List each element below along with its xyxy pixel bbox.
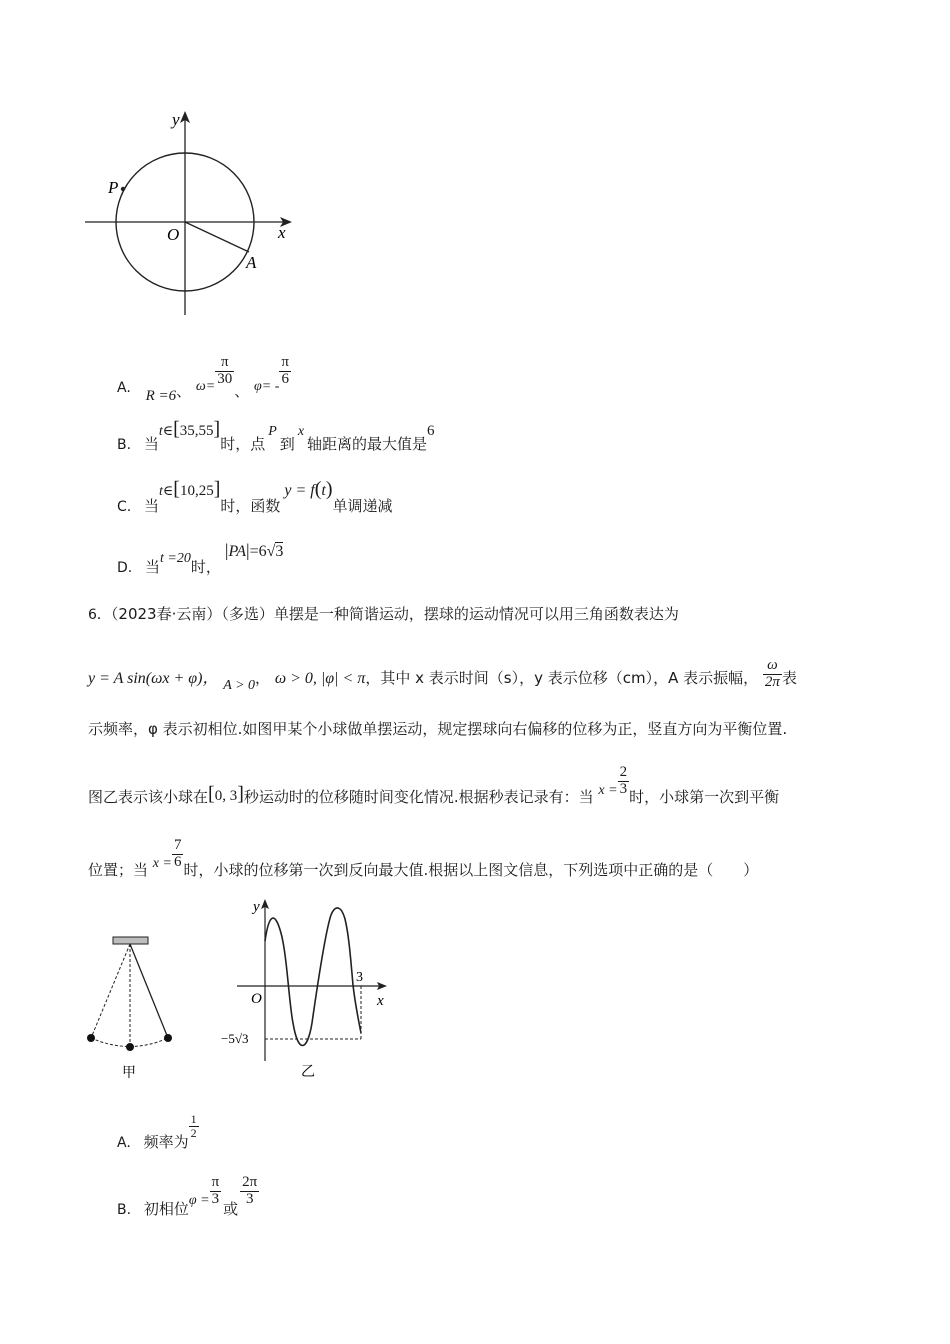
label-three: 3 [356, 970, 363, 985]
phi-label: φ = [188, 1192, 210, 1208]
option-letter: C. [117, 499, 132, 515]
pendulum-support [113, 937, 148, 944]
segment-oa [185, 222, 249, 252]
segment-pa: PA [228, 543, 246, 560]
q6-header [88, 603, 679, 624]
sqrt-sign: √ [266, 543, 276, 560]
x1-fraction: $\frac{2}{3}$ [619, 764, 628, 797]
phase-fraction-1: $\frac{\pi}{3}$ [211, 1174, 220, 1207]
option-text: 当 [144, 497, 160, 515]
label-x: x [377, 993, 384, 1009]
condition: t =20 [160, 551, 191, 566]
pendulum-string-left [91, 944, 130, 1038]
option-letter: A. [117, 1134, 131, 1151]
max-value: 6 [427, 423, 435, 439]
interval-bracket: ] [213, 418, 221, 440]
q5-option-c [117, 478, 393, 515]
label-o: O [167, 225, 180, 244]
interval-bracket: ] [213, 478, 221, 500]
pendulum-string-right [130, 944, 168, 1038]
element-of: ∈ [162, 484, 174, 499]
phi-label: φ= - [254, 378, 280, 394]
interval-bracket: [ [173, 478, 180, 500]
question-number: 6． [88, 607, 111, 623]
interval: 10,25 [179, 483, 214, 499]
stem-text: ，其中 x 表示时间（s），y 表示位移（cm），A 表示振幅， [365, 668, 759, 687]
question-stem: 单摆是一种简谐运动，摆球的运动情况可以用三角函数表达为 [273, 605, 679, 623]
question-source: （2023春·云南）（多选） [110, 605, 274, 623]
pendulum-ball-center [126, 1043, 134, 1051]
stem-text: 时，小球的位移第一次到反向最大值.根据以上图文信息，下列选项中正确的是（ ） [183, 860, 759, 879]
omega-label: ω= [195, 378, 216, 394]
stem-text: 表 [781, 668, 797, 687]
option-text: 频率为 [143, 1132, 189, 1151]
interval: 35,55 [179, 423, 214, 439]
option-text: 时，函数 [220, 497, 281, 515]
unit-circle-figure [80, 105, 300, 320]
stem-text: 示频率，φ 表示初相位.如图甲某个小球做单摆运动，规定摆球向右偏移的位移为正，竖直方向为平衡位置. [88, 720, 788, 738]
frequency-fraction: $\frac{\omega}{2\pi}$ [764, 657, 780, 690]
stem-text: 时，小球第一次到平衡 [629, 787, 780, 806]
stem-text: 秒运动时的位移随时间变化情况.根据秒表记录有：当 [243, 787, 594, 806]
interval-bracket: [ [173, 418, 180, 440]
interval-bracket: ] [237, 782, 244, 805]
frequency-value: $\frac{1}{2}$ [190, 1112, 197, 1140]
pendulum-figure [80, 930, 190, 1085]
formula: y = A sin(ωx + φ)， [88, 669, 219, 687]
option-text: 到 [279, 435, 295, 453]
var-t: t [159, 484, 163, 499]
label-min: −5√3 [221, 1031, 249, 1046]
abs-bar: | [245, 540, 250, 560]
pendulum-ball-right [164, 1034, 172, 1042]
axis-label: x [297, 424, 305, 439]
x-equals: x = [598, 782, 618, 798]
option-text: 当 [143, 435, 159, 453]
label-x: x [278, 223, 286, 242]
equals-value: =6 [249, 543, 267, 560]
stem-text: 位置；当 [88, 860, 149, 879]
displacement-graph [215, 893, 395, 1083]
radicand: 3 [275, 543, 284, 560]
option-text: 初相位 [143, 1199, 189, 1218]
abs-bar: | [224, 540, 229, 560]
q6-line4 [88, 764, 780, 806]
q5-option-b [117, 418, 435, 453]
separator: 、 [176, 381, 192, 400]
omega-fraction: $\frac{\pi}{30}$ [217, 354, 233, 387]
q6-line2 [88, 658, 797, 691]
figure-label-yi: 乙 [301, 1064, 315, 1080]
point-p [121, 187, 125, 191]
label-y: y [172, 110, 180, 129]
paren: ( [314, 478, 322, 500]
x-equals: x = [152, 855, 172, 871]
q5-option-d [117, 540, 284, 576]
q6-option-b [117, 1174, 259, 1218]
label-p: P [108, 178, 119, 197]
option-letter: D. [117, 560, 133, 576]
var-t: t [158, 424, 163, 439]
separator: 、 [234, 381, 250, 400]
element-of: ∈ [162, 424, 174, 439]
q6-line5 [88, 837, 759, 879]
q6-option-a [117, 1112, 199, 1151]
paren: ) [325, 478, 333, 500]
option-text: 轴距离的最大值是 [307, 435, 428, 453]
label-y: y [253, 899, 260, 915]
function-arg: t [321, 482, 326, 499]
phi-fraction: $\frac{\pi}{6}$ [281, 354, 289, 387]
option-letter: B. [117, 1201, 132, 1218]
label-a: A [246, 253, 257, 272]
option-text: 当 [145, 558, 161, 576]
option-text: 时， [190, 558, 221, 576]
option-letter: A. [117, 379, 131, 396]
phase-fraction-2: $\frac{2\pi}{3}$ [242, 1174, 258, 1207]
pendulum-ball-left [87, 1034, 95, 1042]
figure-label-jia: 甲 [122, 1065, 136, 1081]
q6-line3 [88, 718, 787, 739]
option-text: 时，点 [220, 435, 266, 453]
point-label: P [268, 424, 277, 439]
stem-text: 图乙表示该小球在 [88, 787, 209, 806]
option-letter: B. [117, 437, 132, 453]
radius: R =6 [145, 387, 177, 404]
omega-phi-condition: ω > 0, |φ| < π [274, 669, 366, 687]
sine-curve [265, 908, 361, 1046]
interval-bracket: [ [208, 782, 215, 805]
option-text: 或 [223, 1199, 239, 1218]
function: y = f [284, 482, 315, 499]
comma: ， [255, 668, 271, 687]
x2-fraction: $\frac{7}{6}$ [173, 837, 182, 870]
option-text: 单调递减 [332, 497, 393, 515]
amplitude-condition: A > 0 [223, 677, 256, 693]
q5-option-a [117, 354, 291, 404]
interval: 0, 3 [214, 787, 238, 804]
label-o: O [251, 991, 262, 1007]
